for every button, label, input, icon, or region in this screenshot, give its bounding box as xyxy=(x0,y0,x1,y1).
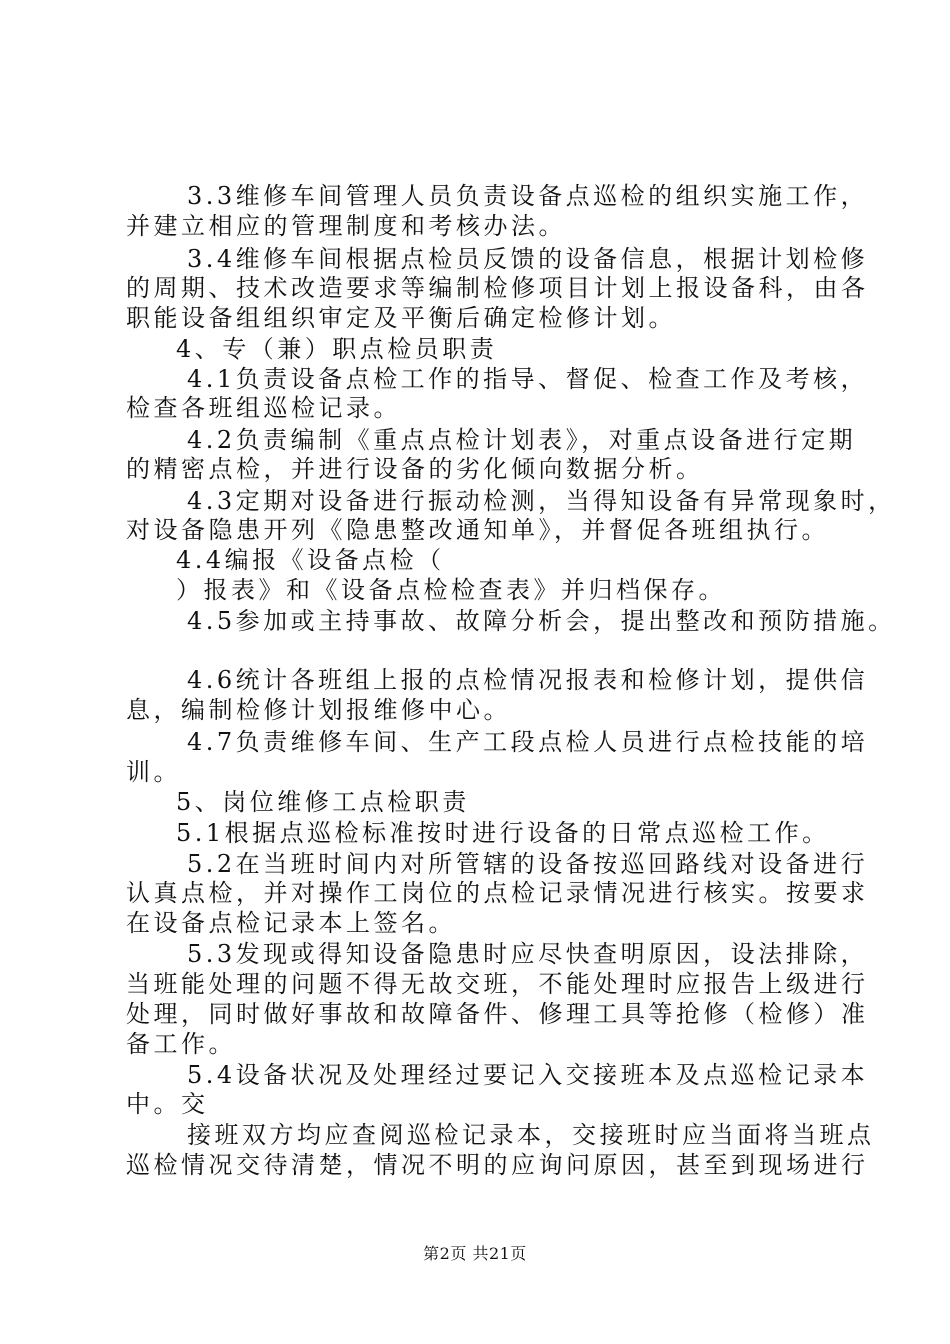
text-line: 4.6统计各班组上报的点检情况报表和检修计划，提供信 xyxy=(187,666,869,694)
text-line: 3.4维修车间根据点检员反馈的设备信息，根据计划检修 xyxy=(187,245,869,273)
text-line: 认真点检，并对操作工岗位的点检记录情况进行核实。按要求 xyxy=(126,879,869,907)
section-heading: 5、岗位维修工点检职责 xyxy=(176,788,470,816)
text-line: 4.1负责设备点检工作的指导、督促、检查工作及考核， xyxy=(187,365,869,393)
text-line: 4.7负责维修车间、生产工段点检人员进行点检技能的培 xyxy=(187,728,869,756)
page-footer: 第2页 共21页 xyxy=(423,1244,527,1263)
text-line: 对设备隐患开列《隐患整改通知单》，并督促各班组执行。 xyxy=(126,516,829,544)
text-line: 并建立相应的管理制度和考核办法。 xyxy=(126,212,566,240)
text-line: 检查各班组巡检记录。 xyxy=(126,394,401,422)
text-line: 5.1根据点巡检标准按时进行设备的日常点巡检工作。 xyxy=(176,819,830,847)
text-line: 5.2在当班时间内对所管辖的设备按巡回路线对设备进行 xyxy=(187,850,869,878)
text-line: 5.3发现或得知设备隐患时应尽快查明原因，设法排除， xyxy=(187,940,869,968)
text-line: ）报表》和《设备点检检查表》并归档保存。 xyxy=(176,576,726,604)
text-line: 4.5参加或主持事故、故障分析会，提出整改和预防措施。 xyxy=(187,607,896,635)
text-line: 4.3定期对设备进行振动检测，当得知设备有异常现象时， xyxy=(187,487,896,515)
text-line: 息，编制检修计划报维修中心。 xyxy=(126,696,511,724)
text-line: 4.4编报《设备点检（ xyxy=(176,546,445,574)
text-line: 4.2负责编制《重点点检计划表》，对重点设备进行定期 xyxy=(187,426,857,454)
text-line: 的精密点检，并进行设备的劣化倾向数据分析。 xyxy=(126,455,704,483)
text-line: 5.4设备状况及处理经过要记入交接班本及点巡检记录本 xyxy=(187,1061,869,1089)
text-line: 当班能处理的问题不得无故交班，不能处理时应报告上级进行 xyxy=(126,970,869,998)
text-line: 3.3维修车间管理人员负责设备点巡检的组织实施工作， xyxy=(187,182,869,210)
text-line: 接班双方均应查阅巡检记录本，交接班时应当面将当班点 xyxy=(187,1121,875,1149)
text-line: 职能设备组组织审定及平衡后确定检修计划。 xyxy=(126,304,676,332)
section-heading: 4、专（兼）职点检员职责 xyxy=(176,335,498,363)
text-line: 处理，同时做好事故和故障备件、修理工具等抢修（检修）准 xyxy=(126,1000,869,1028)
text-line: 巡检情况交待清楚，情况不明的应询问原因，甚至到现场进行 xyxy=(126,1151,869,1179)
text-line: 在设备点检记录本上签名。 xyxy=(126,909,456,937)
text-line: 备工作。 xyxy=(126,1030,236,1058)
text-line: 中。交 xyxy=(126,1090,209,1118)
text-line: 训。 xyxy=(126,758,181,786)
text-line: 的周期、技术改造要求等编制检修项目计划上报设备科，由各 xyxy=(126,274,869,302)
